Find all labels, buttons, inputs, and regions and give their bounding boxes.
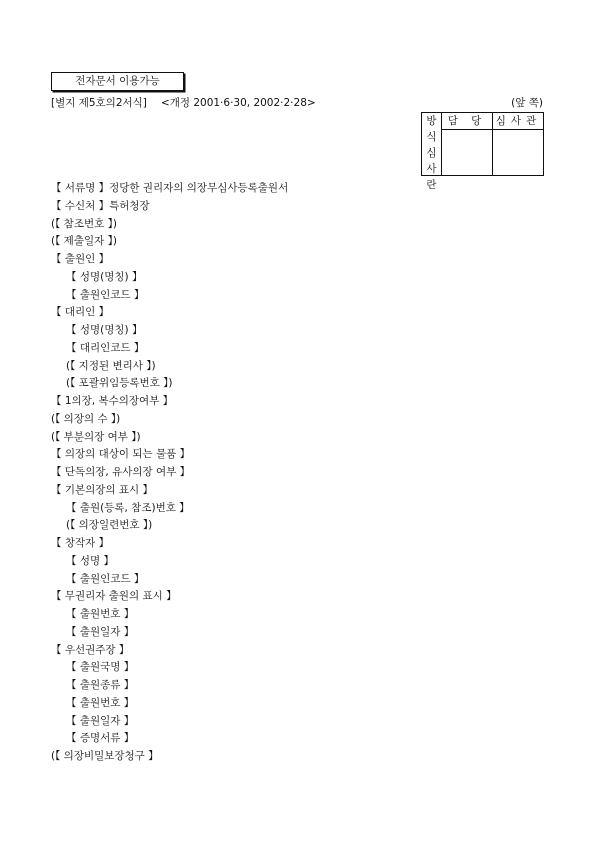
stamp-officer-header: 담 당 <box>442 113 492 130</box>
form-field-item: 【 출원국명 】 <box>66 661 135 674</box>
form-field-item: (【 포괄위임등록번호 】) <box>66 377 173 390</box>
form-field-item: (【 부분의장 여부 】) <box>51 430 141 443</box>
form-field-item: 【 무권리자 출원의 표시 】 <box>51 590 177 603</box>
form-field-item: 【 출원(등록, 참조)번호 】 <box>66 501 190 514</box>
form-field-item: (【 의장비밀보장청구 】 <box>51 750 159 762</box>
form-field-item: 【 1의장, 복수의장여부 】 <box>51 395 174 407</box>
form-field-item: 【 출원인코드 】 <box>66 572 145 585</box>
form-field-item: 【 출원번호 】 <box>66 608 135 620</box>
form-field-item: (【 제출일자 】) <box>51 235 117 248</box>
form-field-item: 【 의장의 대상이 되는 물품 】 <box>51 448 191 461</box>
stamp-examiner-header: 심사관 <box>493 113 544 130</box>
form-field-item: (【 참조번호 】) <box>51 217 117 230</box>
form-field-item: 【 출원일자 】 <box>66 714 135 727</box>
form-field-item: 【 대리인코드 】 <box>66 341 145 354</box>
form-field-item: (【 의장의 수 】) <box>51 412 121 425</box>
form-field-item: 【 성명 】 <box>66 554 114 567</box>
form-field-item: 【 증명서류 】 <box>66 732 135 745</box>
review-stamp-box <box>421 112 544 191</box>
stamp-side-char: 방 <box>426 115 437 127</box>
form-field-item: 【 성명(명칭) 】 <box>66 324 143 336</box>
stamp-officer-column <box>442 113 493 175</box>
electronic-document-badge: 전자문서 이용가능 <box>51 72 184 91</box>
form-header <box>51 95 316 110</box>
form-field-item: 【 대리인 】 <box>51 306 110 319</box>
form-field-item: 【 출원인코드 】 <box>66 288 145 301</box>
stamp-side-char: 사 <box>426 163 437 175</box>
form-field-item: (【 지정된 변리사 】) <box>66 359 156 372</box>
form-field-item: 【 우선권주장 】 <box>51 643 130 656</box>
stamp-side-char: 심 <box>426 147 437 159</box>
form-number: [별지 제5호의2서식] <box>51 97 147 109</box>
stamp-examiner-column <box>493 113 544 175</box>
form-field-item: 【 창작자 】 <box>51 537 110 549</box>
form-field-item: 【 출원종류 】 <box>66 679 135 691</box>
form-field-item: 【 출원일자 】 <box>66 625 135 638</box>
form-field-item: 【 출원인 】 <box>51 253 110 265</box>
form-field-item: 【 기본의장의 표시 】 <box>51 483 154 496</box>
stamp-side-char: 식 <box>426 131 437 143</box>
form-field-item: 【 단독의장, 유사의장 여부 】 <box>51 466 191 478</box>
page-side-label: (앞 쪽) <box>511 97 543 109</box>
stamp-side-label <box>422 113 442 191</box>
application-field-list <box>51 180 288 766</box>
form-field-item: 【 서류명 】정당한 권리자의 의장무심사등록출원서 <box>51 182 289 194</box>
form-field-item: (【 의장일련번호 】) <box>66 519 153 532</box>
form-field-item: 【 수신처 】특허청장 <box>51 199 150 212</box>
revision-note: <개정 2001·6·30, 2002·2·28> <box>160 97 316 109</box>
stamp-side-char: 란 <box>426 179 437 191</box>
form-field-item: 【 성명(명칭) 】 <box>66 270 143 283</box>
form-field-item: 【 출원번호 】 <box>66 696 135 709</box>
